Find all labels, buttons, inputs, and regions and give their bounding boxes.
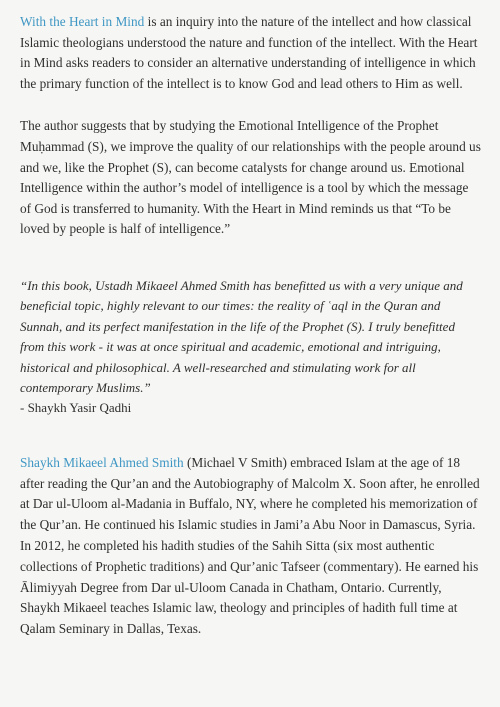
author-bio-text: (Michael V Smith) embraced Islam at the age of 18 after reading the Qur’an and the Autobiography of Malcolm X. Soon after, he enrolled at Dar ul-Uloom al-Madania in Buffalo, NY, where he completed his memorization of the Qur’an. He continued his Islamic studies in Jami’a Abu Noor in Damascus, Syria. In 2012, he completed his hadith studies of the Sahih Sitta (six most authentic collections of Prophetic traditions) and Qur’anic Tafseer (commentary). He earned his Ālimiyyah Degree from Dar ul-Uloom Canada in Chatham, Ontario. Currently, Shaykh Mikaeel teaches Islamic law, theology and principles of hadith full time at Qalam Seminary in Dallas, Texas. — [20, 454, 480, 637]
endorsement — [20, 276, 482, 419]
author-bio — [20, 453, 482, 640]
author-paragraph: The author suggests that by studying the Emotional Intelligence of the Prophet Muḥammad (S), we improve the quality of our relationships with the people around us and we, like the Prophet (S), can become catalysts for change around us. Emotional Intelligence within the author’s model of intelligence is a tool by which the message of God is transferred to humanity. With the Heart in Mind reminds us that “To be loved by people is half of intelligence.” — [20, 118, 481, 237]
book-title-link[interactable]: With the Heart in Mind — [20, 14, 145, 29]
endorsement-attribution: - Shaykh Yasir Qadhi — [20, 400, 132, 416]
intro-paragraph — [20, 12, 482, 94]
intro-text: is an inquiry into the nature of the intellect and how classical Islamic theologians understood the nature and function of the intellect. With the Heart in Mind asks readers to consider an alternative understanding of intelligence in which the primary function of the intellect is to know God and lead others to Him as well. — [20, 14, 478, 91]
author-name-link[interactable]: Shaykh Mikaeel Ahmed Smith — [20, 454, 184, 470]
endorsement-quote: “In this book, Ustadh Mikaeel Ahmed Smith has benefitted us with a very unique and beneficial topic, highly relevant to our times: the reality of ʿaql in the Quran and Sunnah, and its perfect manifestation in the life of the Prophet (S). I truly benefitted from this work - it was at once spiritual and academic, emotional and intriguing, historical and philosophical. A well-researched and stimulating work for all contemporary Muslims.” — [20, 277, 463, 395]
